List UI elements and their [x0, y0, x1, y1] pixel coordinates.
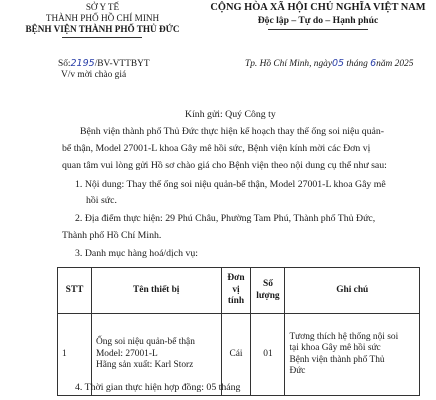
document-number	[58, 58, 150, 69]
header-unit	[221, 268, 251, 314]
agency-name: SỞ Y TẾ	[85, 2, 120, 12]
item-1-continued: hồi sức.	[86, 195, 117, 206]
item-4	[75, 381, 240, 394]
item-2-text: Địa điểm thực hiện: 29 Phú Châu, Phường Tam Phú, Thành phố Thủ Đức,	[84, 213, 376, 224]
item-1-text: Thay thế ống soi niệu quản-bể thận, Model 27001-L khoa Gây mê	[124, 179, 386, 190]
header-quantity	[251, 268, 285, 314]
row-unit: Cái	[221, 314, 251, 396]
row-note-line-1: Tương thích hệ thống nội soi	[289, 331, 399, 342]
row-note-line-2: tại khoa Gây mê hồi sức	[289, 343, 381, 353]
salutation: Kính gửi: Quý Công ty	[185, 109, 276, 120]
item-1-number: 1.	[75, 179, 83, 190]
hospital-name: BỆNH VIỆN THÀNH PHỐ THỦ ĐỨC	[25, 24, 180, 34]
header-unit-line-1: Đơn	[227, 273, 245, 284]
city-name: THÀNH PHỐ HỒ CHÍ MINH	[45, 13, 160, 23]
header-note: Ghi chú	[285, 268, 420, 314]
doc-number-suffix: /BV-VTTBYT	[94, 59, 150, 69]
header-name: Tên thiết bị	[91, 268, 221, 314]
header-quantity-line-1: Số	[263, 279, 273, 289]
doc-number-prefix: Số:	[58, 59, 71, 69]
table-header-row	[58, 268, 420, 314]
header-right-underline	[268, 29, 368, 30]
item-1	[75, 178, 386, 191]
header-quantity-line-2: lượng	[256, 290, 280, 301]
date-prefix: Tp. Hồ Chí Minh, ngày	[245, 59, 332, 69]
item-2	[75, 212, 375, 225]
nation-title: CỘNG HÒA XÃ HỘI CHỦ NGHĨA VIỆT NAM	[210, 2, 426, 13]
intro-line-2: bể thận, Model 27001-L khoa Gây mê hồi sức, Bệnh viện kính mời các Đơn vị	[62, 143, 371, 154]
document-date	[245, 58, 413, 69]
row-name-line-2: Model: 27001-L	[95, 348, 158, 359]
row-note-line-4: Đức	[289, 366, 306, 376]
row-note	[285, 314, 420, 396]
item-2-continued: Thành phố Hồ Chí Minh.	[62, 230, 162, 241]
header-unit-line-2: vị	[232, 284, 240, 295]
date-mid: tháng	[344, 59, 371, 69]
date-suffix: năm 2025	[376, 59, 414, 69]
header-left-underline	[62, 37, 142, 38]
intro-line-1: Bệnh viện thành phố Thủ Đức thực hiện kế hoạch thay thế ống soi niệu quản-	[80, 126, 385, 137]
row-stt: 1	[58, 314, 92, 396]
item-4-text: Thời gian thực hiện hợp đồng: 05 tháng	[84, 382, 241, 393]
item-1-label: Nội dung:	[84, 179, 125, 190]
intro-line-3: quan tâm vui lòng gửi Hồ sơ chào giá cho Bệnh viện theo nội dung cụ thể như sau:	[62, 160, 387, 171]
date-day-handwritten: 05	[331, 58, 345, 69]
item-4-number: 4.	[75, 382, 83, 393]
date-month-handwritten: 6	[370, 58, 377, 69]
doc-number-handwritten: 2195	[70, 58, 95, 69]
header-stt: STT	[58, 268, 92, 314]
item-3-text: Danh mục hàng hoá/dịch vụ:	[84, 248, 198, 259]
item-2-number: 2.	[75, 213, 83, 224]
row-note-line-3: Bệnh viện thành phố Thủ	[289, 354, 385, 365]
row-name-line-1: Ống soi niệu quản-bể thận	[95, 337, 195, 348]
header-unit-line-3: tính	[227, 296, 245, 307]
goods-table	[57, 267, 420, 396]
row-quantity: 01	[251, 314, 285, 396]
item-3-number: 3.	[75, 248, 83, 259]
item-3	[75, 247, 198, 260]
row-name-line-3: Hãng sản xuất: Karl Storz	[95, 360, 194, 371]
document-subject: V/v mời chào giá	[61, 70, 127, 80]
motto: Độc lập – Tự do – Hạnh phúc	[257, 15, 379, 26]
